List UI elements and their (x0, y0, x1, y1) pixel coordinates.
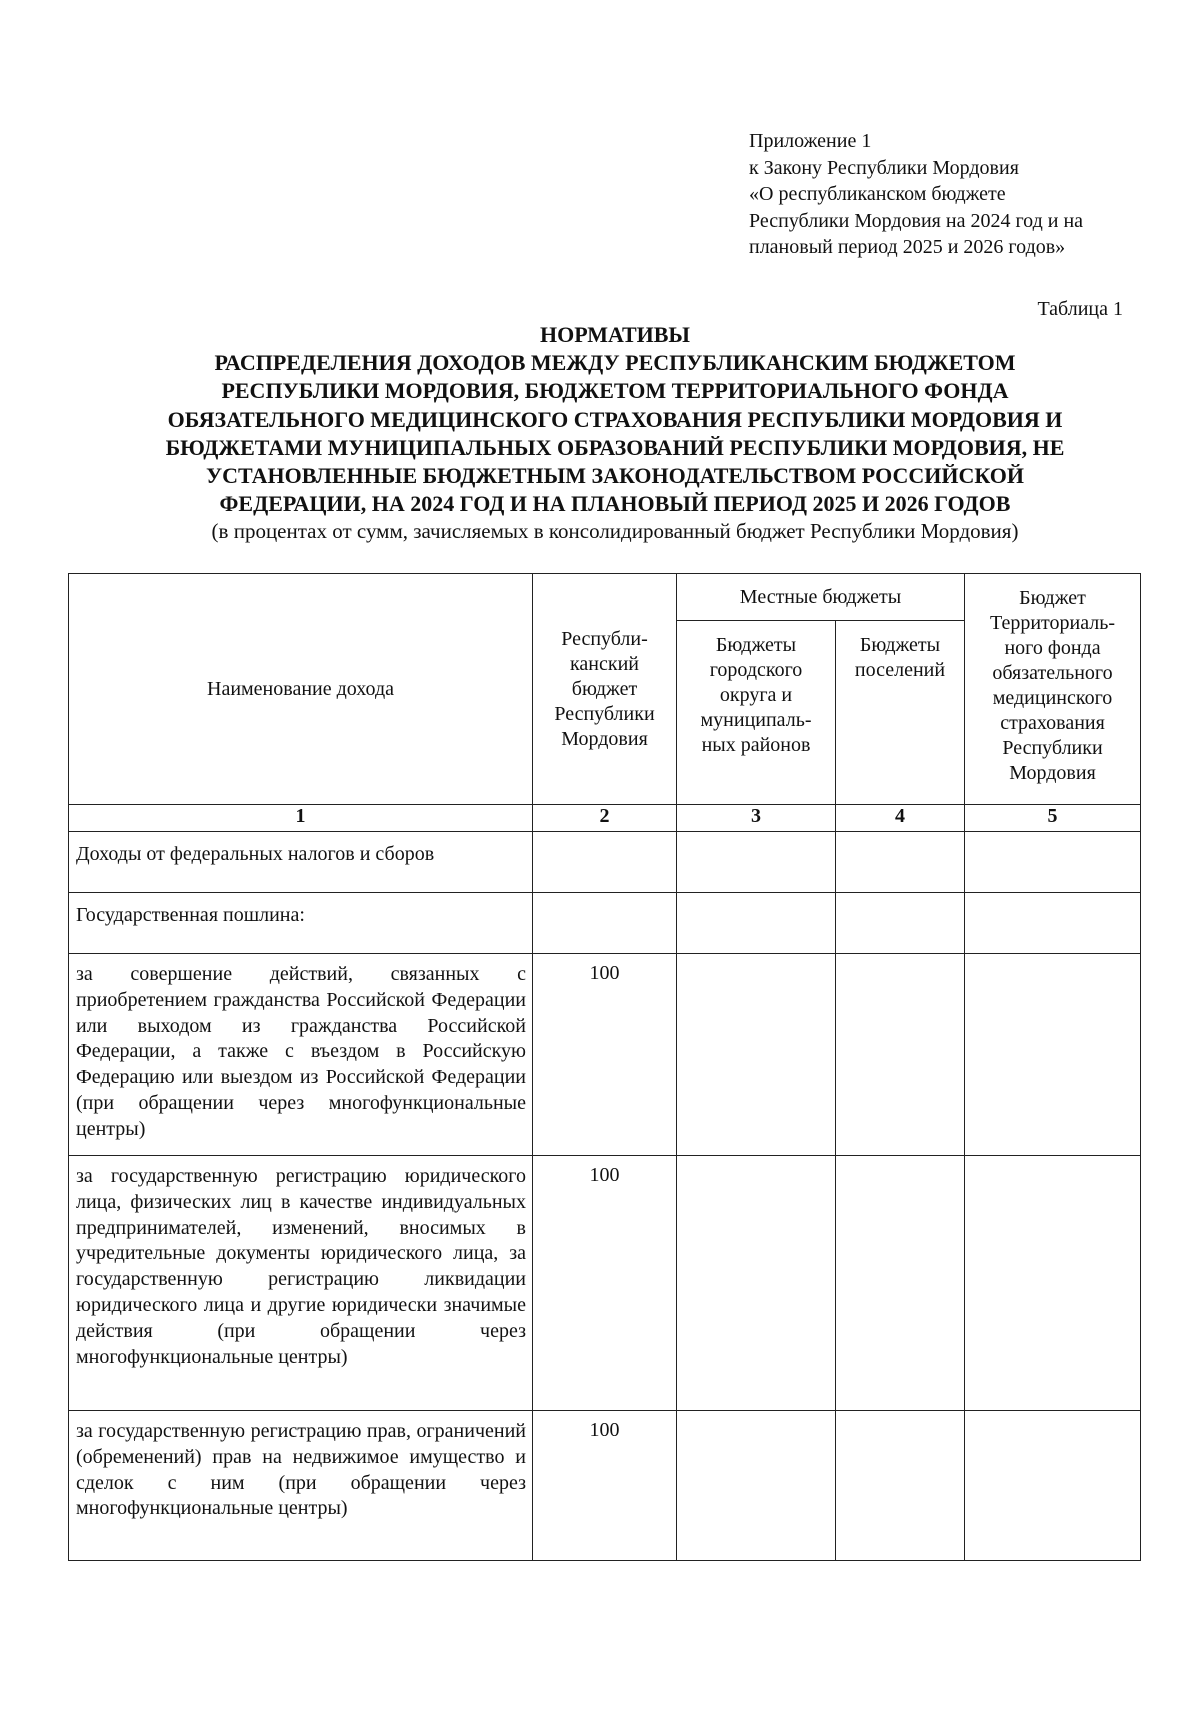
city-value-cell (677, 954, 836, 1156)
header-text: Мордовия (1009, 762, 1096, 784)
header-text: Бюджет (1019, 587, 1086, 609)
column-number-row (69, 805, 1141, 832)
header-text: страхования (1000, 712, 1105, 734)
annex-line: Приложение 1 (749, 130, 872, 152)
title-line: НОРМАТИВЫ (539, 322, 691, 347)
title-line: ОБЯЗАТЕЛЬНОГО МЕДИЦИНСКОГО СТРАХОВАНИЯ РЕСПУБЛИКИ МОРДОВИЯ И (167, 406, 1063, 432)
table-row (69, 1411, 1141, 1561)
fund-value-cell (965, 893, 1141, 954)
title-line: БЮДЖЕТАМИ МУНИЦИПАЛЬНЫХ ОБРАЗОВАНИЙ РЕСПУБЛИКИ МОРДОВИЯ, НЕ (165, 434, 1065, 460)
income-name-cell: Доходы от федеральных налогов и сборов (69, 832, 533, 893)
fund-value-cell (965, 832, 1141, 893)
header-text: канский (570, 652, 639, 675)
republic-value-cell (533, 893, 677, 954)
column-number: 5 (965, 805, 1141, 832)
republic-value-cell: 100 (533, 954, 677, 1156)
title-line: РАСПРЕДЕЛЕНИЯ ДОХОДОВ МЕЖДУ РЕСПУБЛИКАНСКИМ БЮДЖЕТОМ (214, 350, 1016, 376)
header-text: муниципаль- (700, 709, 812, 731)
column-number: 3 (677, 805, 836, 832)
settlement-value-cell (836, 954, 965, 1156)
annex-line: плановый период 2025 и 2026 годов» (749, 236, 1066, 258)
document-subtitle: (в процентах от сумм, зачисляемых в консолидированный бюджет Республики Мордовия) (211, 519, 1019, 543)
header-republic-budget (533, 574, 677, 805)
column-number: 4 (836, 805, 965, 832)
header-text: поселений (854, 659, 946, 681)
table-row (69, 1156, 1141, 1411)
settlement-value-cell (836, 832, 965, 893)
settlement-value-cell (836, 893, 965, 954)
fund-value-cell (965, 954, 1141, 1156)
column-number: 1 (69, 805, 533, 832)
city-value-cell (677, 832, 836, 893)
header-fund-budget (965, 574, 1141, 805)
income-name-cell: за государственную регистрацию юридического лица, физических лиц в качестве индивидуальных предпринимателей, изменений, вносимых в учредительные документы юридического лица, за государственную регистрацию ликвидации юридического лица и другие юридически значимые действия (при обращении через многофункциональные центры) (69, 1156, 533, 1411)
header-text: ного фонда (1004, 637, 1101, 659)
city-value-cell (677, 1156, 836, 1411)
annex-line: Республики Мордовия на 2024 год и на (749, 209, 1084, 232)
annex-reference (749, 128, 1169, 261)
title-line: УСТАНОВЛЕННЫЕ БЮДЖЕТНЫМ ЗАКОНОДАТЕЛЬСТВОМ РОССИЙСКОЙ (205, 463, 1024, 489)
document-title (70, 321, 1160, 518)
header-local-budgets: Местные бюджеты (677, 574, 965, 621)
annex-line: «О республиканском бюджете (749, 183, 1006, 205)
header-text: бюджет (571, 677, 638, 700)
header-text: Территориаль- (990, 612, 1116, 634)
settlement-value-cell (836, 1411, 965, 1561)
republic-value-cell: 100 (533, 1156, 677, 1411)
table-row (69, 832, 1141, 893)
header-text: Республики (554, 702, 655, 725)
revenue-norms-table (68, 573, 1141, 1561)
header-text: Бюджеты (859, 634, 941, 656)
fund-value-cell (965, 1156, 1141, 1411)
column-number: 2 (533, 805, 677, 832)
header-text: округа и (719, 684, 793, 706)
header-text: ных районов (701, 734, 811, 756)
republic-value-cell (533, 832, 677, 893)
header-text: Республики (1002, 737, 1103, 759)
header-text: городского (709, 659, 803, 681)
header-text: медицинского (992, 687, 1113, 709)
income-name-cell: Государственная пошлина: (69, 893, 533, 954)
header-text: обязательного (992, 662, 1113, 684)
title-line: РЕСПУБЛИКИ МОРДОВИЯ, БЮДЖЕТОМ ТЕРРИТОРИАЛЬНОГО ФОНДА (221, 378, 1009, 404)
income-name-cell: за государственную регистрацию прав, ограничений (обременений) прав на недвижимое имущество и сделок с ним (при обращении через многофункциональные центры) (69, 1411, 533, 1561)
income-name-cell: за совершение действий, связанных с приобретением гражданства Российской Федерации или выходом из гражданства Российской Федерации, а также с въездом в Российскую Федерацию или выездом из Российской Федерации (при обращении через многофункциональные центры) (69, 954, 533, 1156)
header-text: Бюджеты (715, 634, 797, 656)
table-row (69, 893, 1141, 954)
fund-value-cell (965, 1411, 1141, 1561)
header-city-district-budgets (677, 621, 836, 805)
header-income-name: Наименование дохода (69, 574, 533, 805)
settlement-value-cell (836, 1156, 965, 1411)
city-value-cell (677, 893, 836, 954)
title-line: ФЕДЕРАЦИИ, НА 2024 ГОД И НА ПЛАНОВЫЙ ПЕРИОД 2025 И 2026 ГОДОВ (219, 491, 1011, 517)
table-number: Таблица 1 (1037, 298, 1123, 320)
header-text: Республи- (561, 627, 648, 650)
annex-line: к Закону Республики Мордовия (749, 156, 1019, 179)
header-settlement-budgets (836, 621, 965, 805)
table-row (69, 954, 1141, 1156)
republic-value-cell: 100 (533, 1411, 677, 1561)
city-value-cell (677, 1411, 836, 1561)
header-text: Мордовия (561, 727, 648, 750)
